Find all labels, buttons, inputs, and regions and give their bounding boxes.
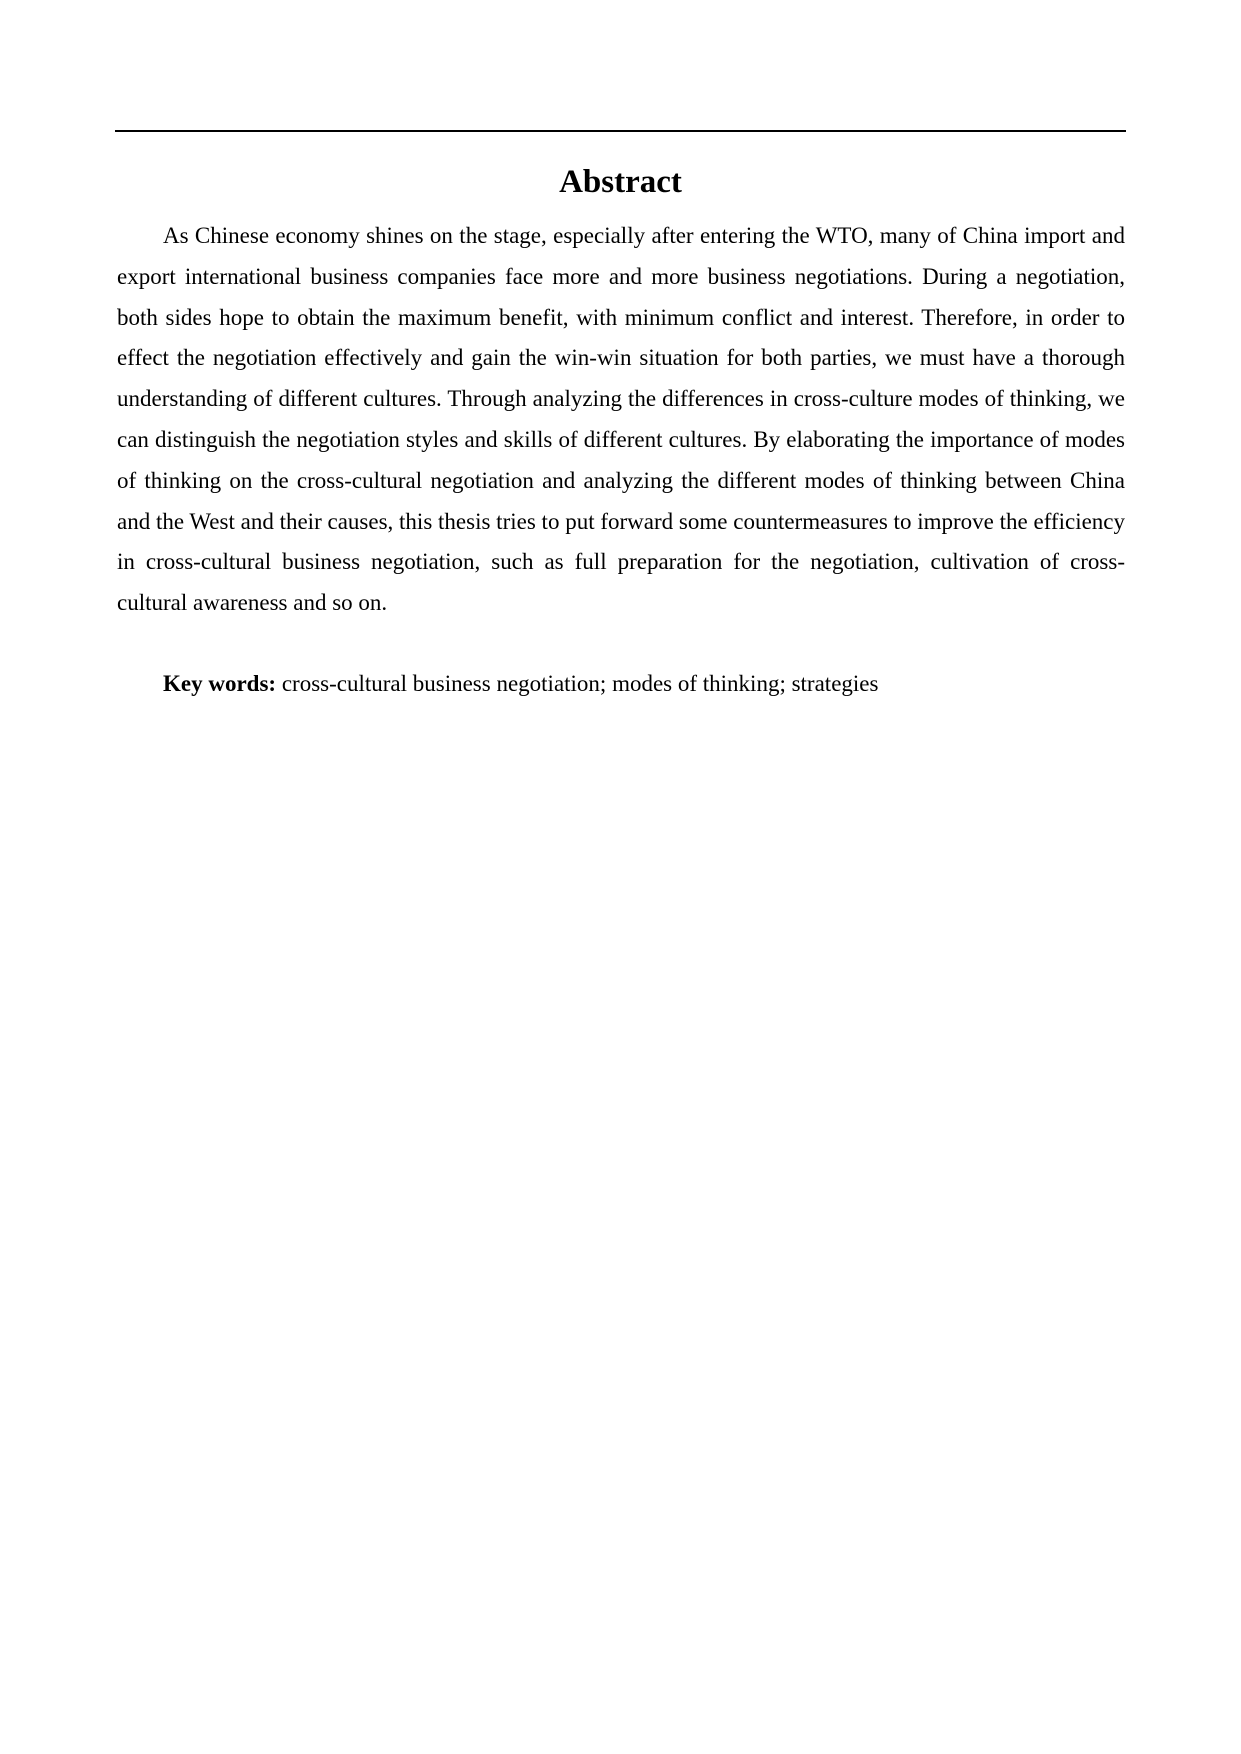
keywords-text: cross-cultural business negotiation; modes of thinking; strategies <box>276 671 879 696</box>
header-rule <box>115 130 1126 132</box>
keywords-label: Key words: <box>163 671 277 696</box>
page-title: Abstract <box>559 164 682 200</box>
keywords-line <box>117 664 1125 704</box>
abstract-paragraph: As Chinese economy shines on the stage, especially after entering the WTO, many of China import and export international business companies face more and more business negotiations. During a negotiation, both sides hope to obtain the maximum benefit, with minimum conflict and interest. Therefore, in order to effect the negotiation effectively and gain the win-win situation for both parties, we must have a thorough understanding of different cultures. Through analyzing the differences in cross-culture modes of thinking, we can distinguish the negotiation styles and skills of different cultures. By elaborating the importance of modes of thinking on the cross-cultural negotiation and analyzing the different modes of thinking between China and the West and their causes, this thesis tries to put forward some countermeasures to improve the efficiency in cross-cultural business negotiation, such as full preparation for the negotiation, cultivation of cross-cultural awareness and so on. <box>117 223 1125 616</box>
